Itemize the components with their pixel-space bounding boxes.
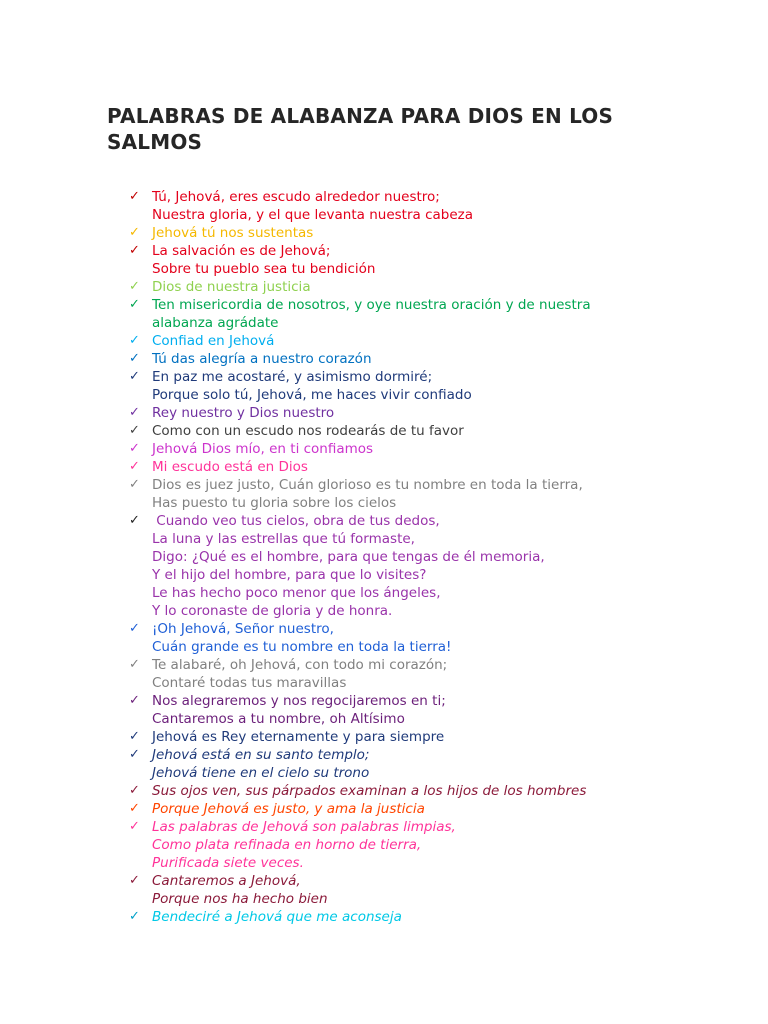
list-item-text (152, 656, 752, 692)
checkmark-icon: ✓ (129, 909, 140, 924)
list-item-text (152, 278, 752, 296)
list-item (0, 458, 768, 476)
text-line: ¡Oh Jehová, Señor nuestro, (152, 621, 334, 637)
checkmark-icon: ✓ (129, 873, 140, 888)
text-line: Le has hecho poco menor que los ángeles, (152, 585, 441, 601)
text-line: Jehová tú nos sustentas (152, 225, 314, 241)
list-item-text (152, 620, 752, 656)
text-line: Sobre tu pueblo sea tu bendición (152, 261, 376, 277)
list-item (0, 350, 768, 368)
list-item (0, 728, 768, 746)
text-line: Jehová es Rey eternamente y para siempre (152, 729, 445, 745)
praise-list (0, 188, 768, 926)
checkmark-icon: ✓ (129, 513, 140, 528)
list-item-text (152, 746, 752, 782)
checkmark-icon: ✓ (129, 369, 140, 384)
list-item-text (152, 800, 752, 818)
list-item-text (152, 296, 752, 332)
list-item (0, 224, 768, 242)
list-item (0, 746, 768, 782)
list-item (0, 656, 768, 692)
text-line: Porque Jehová es justo, y ama la justicia (152, 801, 425, 817)
text-line: Las palabras de Jehová son palabras limpias, (152, 819, 456, 835)
checkmark-icon: ✓ (129, 423, 140, 438)
text-line: Has puesto tu gloria sobre los cielos (152, 495, 397, 511)
list-item (0, 908, 768, 926)
checkmark-icon: ✓ (129, 189, 140, 204)
text-line: Rey nuestro y Dios nuestro (152, 405, 335, 421)
text-line: Tú das alegría a nuestro corazón (152, 351, 372, 367)
list-item (0, 332, 768, 350)
checkmark-icon: ✓ (129, 279, 140, 294)
checkmark-icon: ✓ (129, 729, 140, 744)
list-item (0, 800, 768, 818)
checkmark-icon: ✓ (129, 693, 140, 708)
list-item (0, 278, 768, 296)
list-item (0, 242, 768, 278)
text-line: Como plata refinada en horno de tierra, (152, 837, 422, 853)
list-item-text (152, 512, 752, 620)
text-line: Cantaremos a Jehová, (152, 873, 301, 889)
list-item-text (152, 404, 752, 422)
text-line: Como con un escudo nos rodearás de tu favor (152, 423, 464, 439)
list-item-text (152, 692, 752, 728)
checkmark-icon: ✓ (129, 297, 140, 312)
text-line: Contaré todas tus maravillas (152, 675, 347, 691)
checkmark-icon: ✓ (129, 333, 140, 348)
list-item (0, 782, 768, 800)
list-item (0, 476, 768, 512)
list-item-text (152, 440, 752, 458)
list-item (0, 188, 768, 224)
list-item (0, 404, 768, 422)
text-line: Cantaremos a tu nombre, oh Altísimo (152, 711, 405, 727)
list-item (0, 422, 768, 440)
text-line: Te alabaré, oh Jehová, con todo mi corazón; (152, 657, 448, 673)
list-item (0, 368, 768, 404)
checkmark-icon: ✓ (129, 657, 140, 672)
checkmark-icon: ✓ (129, 441, 140, 456)
checkmark-icon: ✓ (129, 747, 140, 762)
list-item-text (152, 332, 752, 350)
list-item-text (152, 458, 752, 476)
text-line: Jehová está en su santo templo; (152, 747, 370, 763)
checkmark-icon: ✓ (129, 225, 140, 240)
list-item (0, 692, 768, 728)
checkmark-icon: ✓ (129, 351, 140, 366)
list-item (0, 818, 768, 872)
list-item-text (152, 728, 752, 746)
text-line: Purificada siete veces. (152, 855, 304, 871)
text-line: Bendeciré a Jehová que me aconseja (152, 909, 402, 925)
list-item (0, 512, 768, 620)
list-item (0, 872, 768, 908)
checkmark-icon: ✓ (129, 459, 140, 474)
checkmark-icon: ✓ (129, 801, 140, 816)
list-item-text (152, 224, 752, 242)
text-line: Cuán grande es tu nombre en toda la tierra! (152, 639, 452, 655)
text-line: alabanza agrádate (152, 315, 279, 331)
list-item-text (152, 476, 752, 512)
text-line: La luna y las estrellas que tú formaste, (152, 531, 415, 547)
text-line: Confiad en Jehová (152, 333, 275, 349)
text-line: Nuestra gloria, y el que levanta nuestra cabeza (152, 207, 474, 223)
checkmark-icon: ✓ (129, 243, 140, 258)
text-line: Dios es juez justo, Cuán glorioso es tu nombre en toda la tierra, (152, 477, 583, 493)
text-line: Nos alegraremos y nos regocijaremos en ti; (152, 693, 446, 709)
list-item (0, 296, 768, 332)
list-item-text (152, 782, 752, 800)
text-line: En paz me acostaré, y asimismo dormiré; (152, 369, 433, 385)
checkmark-icon: ✓ (129, 405, 140, 420)
checkmark-icon: ✓ (129, 477, 140, 492)
list-item-text (152, 350, 752, 368)
page-title: PALABRAS DE ALABANZA PARA DIOS EN LOS SALMOS (107, 104, 614, 155)
text-line: Jehová Dios mío, en ti confiamos (152, 441, 374, 457)
list-item-text (152, 818, 752, 872)
text-line: La salvación es de Jehová; (152, 243, 331, 259)
checkmark-icon: ✓ (129, 783, 140, 798)
text-line: Tú, Jehová, eres escudo alrededor nuestro; (152, 189, 440, 205)
list-item (0, 620, 768, 656)
list-item (0, 440, 768, 458)
list-item-text (152, 188, 752, 224)
list-item-text (152, 242, 752, 278)
text-line: Dios de nuestra justicia (152, 279, 311, 295)
text-line: Ten misericordia de nosotros, y oye nuestra oración y de nuestra (152, 297, 591, 313)
list-item-text (152, 908, 752, 926)
text-line: Y el hijo del hombre, para que lo visites? (152, 567, 427, 583)
text-line: Y lo coronaste de gloria y de honra. (152, 603, 393, 619)
text-line: Porque nos ha hecho bien (152, 891, 328, 907)
list-item-text (152, 368, 752, 404)
checkmark-icon: ✓ (129, 819, 140, 834)
list-item-text (152, 872, 752, 908)
text-line: Digo: ¿Qué es el hombre, para que tengas de él memoria, (152, 549, 545, 565)
checkmark-icon: ✓ (129, 621, 140, 636)
text-line: Jehová tiene en el cielo su trono (152, 765, 370, 781)
text-line: Porque solo tú, Jehová, me haces vivir confiado (152, 387, 472, 403)
text-line: Cuando veo tus cielos, obra de tus dedos, (152, 513, 440, 529)
list-item-text (152, 422, 752, 440)
text-line: Mi escudo está en Dios (152, 459, 308, 475)
text-line: Sus ojos ven, sus párpados examinan a los hijos de los hombres (152, 783, 587, 799)
